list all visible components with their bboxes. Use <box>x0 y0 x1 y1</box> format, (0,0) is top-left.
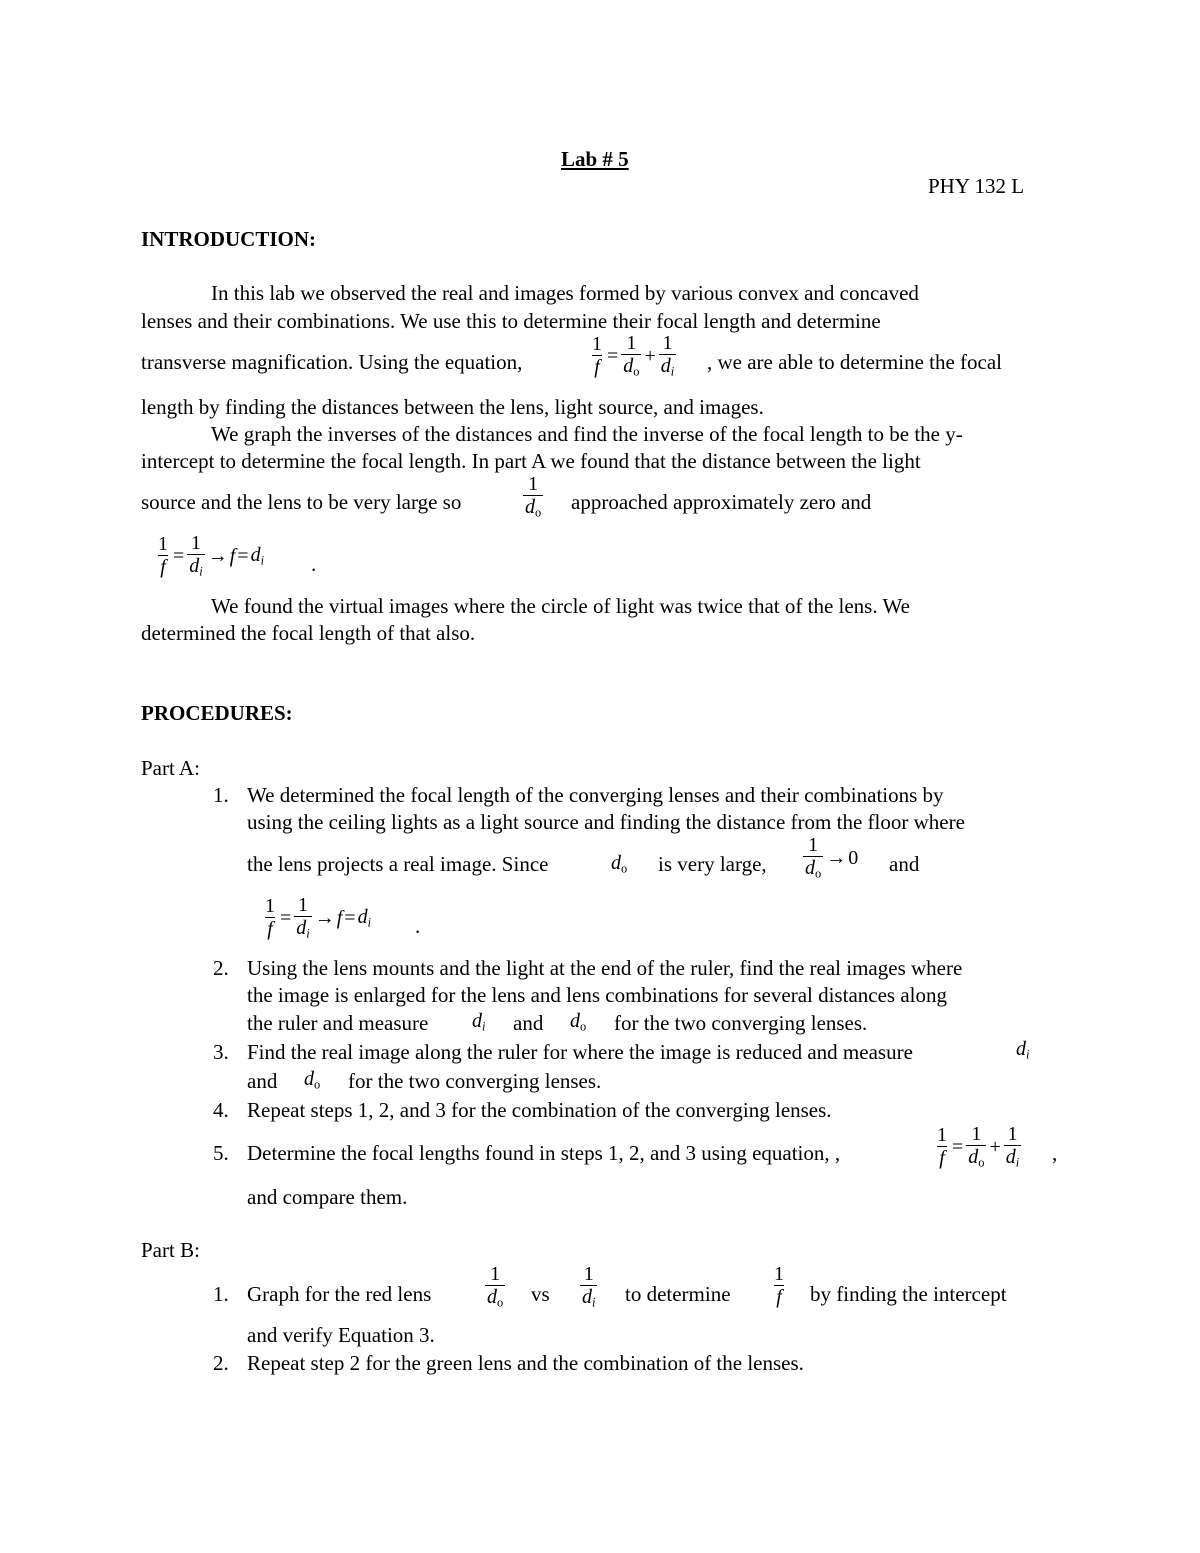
intro-text-line: length by finding the distances between the lens, light source, and images. <box>141 395 764 419</box>
step-text-line: and compare them. <box>247 1185 408 1209</box>
inverse-do-approaches-zero: $\frac{1}{d_o}$ → 0 <box>805 834 859 881</box>
intro-text-line: source and the lens to be very large so <box>141 490 462 514</box>
part-b-label: Part B: <box>141 1238 200 1262</box>
intro-text-line: We found the virtual images where the circle of light was twice that of the lens. We <box>211 594 910 618</box>
intro-text-line: approached approximately zero and <box>571 490 872 514</box>
intro-text-line: intercept to determine the focal length. In part A we found that the distance between the light <box>141 449 921 473</box>
step-number: 2. <box>213 956 229 980</box>
step-number: 3. <box>213 1040 229 1064</box>
intro-text-line: In this lab we observed the real and images formed by various convex and concaved <box>211 281 919 305</box>
intro-text-line: lenses and their combinations. We use this to determine their focal length and determine <box>141 309 881 333</box>
intro-text-line: , we are able to determine the focal <box>707 350 1003 374</box>
step-text-line: for the two converging lenses. <box>348 1069 602 1093</box>
step-text-line: and <box>889 852 920 876</box>
object-distance-symbol: $d_o$ <box>570 1010 587 1034</box>
inverse-object-distance: $\frac{1}{d_o}$ <box>487 1263 504 1310</box>
introduction-heading: INTRODUCTION: <box>141 227 317 251</box>
step-text-line: using the ceiling lights as a light source and finding the distance from the floor where <box>247 810 965 834</box>
step-text-line: by finding the intercept <box>810 1282 1007 1306</box>
step-text-line: the ruler and measure <box>247 1011 429 1035</box>
step-text-line: vs <box>531 1282 550 1306</box>
image-distance-symbol: $d_i$ <box>1016 1038 1030 1062</box>
step-text-line: Determine the focal lengths found in steps 1, 2, and 3 using equation, , <box>247 1141 841 1165</box>
step-text-line: Find the real image along the ruler for where the image is reduced and measure <box>247 1040 913 1064</box>
step-text-line: We determined the focal length of the converging lenses and their combinations by <box>247 783 944 807</box>
intro-text-line: We graph the inverses of the distances and find the inverse of the focal length to be the y- <box>211 422 963 446</box>
step-text-line: Repeat steps 1, 2, and 3 for the combination of the converging lenses. <box>247 1098 832 1122</box>
focal-length-equation: $\frac{1}{f}$ = $\frac{1}{d_i}$ → f = $d_i$ <box>158 532 265 579</box>
part-a-label: Part A: <box>141 756 200 780</box>
image-distance-symbol: $d_i$ <box>472 1010 486 1034</box>
fraction: $\frac{1}{f}$ <box>592 333 602 379</box>
lens-equation <box>589 333 677 379</box>
plus-sign: + <box>644 344 656 367</box>
object-distance-symbol: $d_o$ <box>304 1068 321 1092</box>
course-code: PHY 132 L <box>928 174 1025 198</box>
object-distance-symbol: $d_o$ <box>611 852 628 876</box>
fraction: $\frac{1}{d_i}$ <box>660 332 675 379</box>
inverse-focal-length: $\frac{1}{f}$ <box>774 1263 784 1308</box>
intro-text-line: transverse magnification. Using the equation, <box>141 350 523 374</box>
equals-sign: = <box>607 344 619 367</box>
step-number: 5. <box>213 1141 229 1165</box>
step-text-line: and <box>513 1011 544 1035</box>
step-number: 1. <box>213 783 229 807</box>
step-text-line: is very large, <box>658 852 767 876</box>
step-number: 4. <box>213 1098 229 1122</box>
period: . <box>415 914 421 938</box>
step-text-line: to determine <box>625 1282 731 1306</box>
step-text-line: the lens projects a real image. Since <box>247 852 549 876</box>
step-text-line: Graph for the red lens <box>247 1282 432 1306</box>
document-title: Lab # 5 <box>561 147 629 171</box>
step-number: 2. <box>213 1351 229 1375</box>
step-text-line: the image is enlarged for the lens and lens combinations for several distances along <box>247 983 947 1007</box>
procedures-heading: PROCEDURES: <box>141 701 293 725</box>
inverse-object-distance: $\frac{1}{d_o}$ <box>525 473 542 520</box>
step-text-line: for the two converging lenses. <box>614 1011 868 1035</box>
intro-text-line: determined the focal length of that also. <box>141 621 476 645</box>
comma: , <box>1052 1141 1058 1165</box>
step-number: 1. <box>213 1282 229 1306</box>
focal-length-equation: $\frac{1}{f}$ = $\frac{1}{d_i}$ → f = $d_i$ <box>265 894 372 941</box>
fraction: $\frac{1}{d_o}$ <box>623 332 640 379</box>
step-text-line: and <box>247 1069 278 1093</box>
step-text-line: and verify Equation 3. <box>247 1323 435 1347</box>
step-text-line: Repeat step 2 for the green lens and the combination of the lenses. <box>247 1351 804 1375</box>
lens-equation: $\frac{1}{f}$ = $\frac{1}{d_o}$ + $\frac{1}{d_i}$ <box>937 1123 1020 1170</box>
period: . <box>311 552 317 576</box>
step-text-line: Using the lens mounts and the light at the end of the ruler, find the real images where <box>247 956 963 980</box>
inverse-image-distance: $\frac{1}{d_i}$ <box>582 1263 596 1310</box>
